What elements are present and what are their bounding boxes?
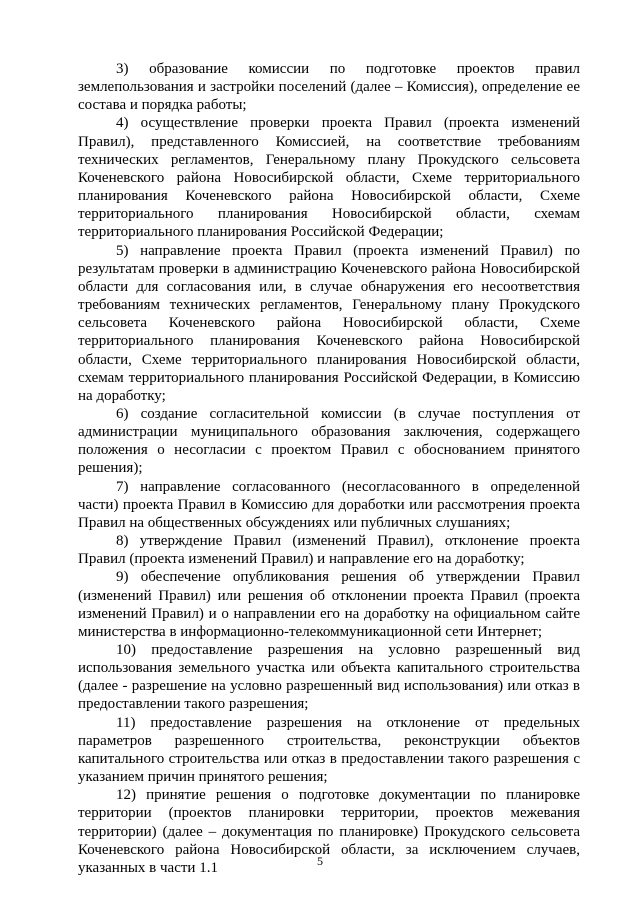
list-item: 8) утверждение Правил (изменений Правил), отклонение проекта Правил (проекта изменений Правил) и направление его на доработку; (78, 533, 580, 568)
list-item: 9) обеспечение опубликования решения об утверждении Правил (изменений Правил) или решения об отклонении проекта Правил (проекта изменений Правил) и о направлении его на доработку на официальном сайте министерства в информационно-телекоммуникационной сети Интернет; (78, 569, 580, 640)
list-item: 5) направление проекта Правил (проекта изменений Правил) по результатам проверки в администрацию Коченевского района Новосибирской области для согласования или, в случае обнаружения его несоответствия требованиям технических регламентов, Генеральному плану Прокудского сельсовета Коченевского района Новосибирской области, Схеме территориального планирования Коченевского района Новосибирской области, Схеме территориального планирования Новосибирской области, схемам территориального планирования Российской Федерации, в Комиссию на доработку; (78, 242, 580, 404)
list-item: 10) предоставление разрешения на условно разрешенный вид использования земельного участка или объекта капитального строительства (далее - разрешение на условно разрешенный вид использования) или отказ в предоставлении такого разрешения; (78, 642, 580, 713)
list-item: 11) предоставление разрешения на отклонение от предельных параметров разрешенного строительства, реконструкции объектов капитального строительства или отказ в предоставлении такого разрешения с указанием причин принятого решения; (78, 714, 580, 786)
page-number: 5 (317, 854, 323, 868)
list-item: 4) осуществление проверки проекта Правил (проекта изменений Правил), представленного Комиссией, на соответствие требованиям технических регламентов, Генеральному плану Прокудского сельсовета Коченевского района Новосибирской области, Схеме территориального планирования Коченевского района Новосибирской области, Схеме территориального планирования Новосибирской области, схемам территориального планирования Российской Федерации; (78, 115, 580, 241)
document-body (78, 60, 580, 877)
list-item: 12) принятие решения о подготовке документации по планировке территории (проектов планировки территории, проектов межевания территории) (далее – документация по планировке) Прокудского сельсовета Коченевского района Новосибирской области, за исключением случаев, указанных в части 1.1 (78, 787, 580, 876)
list-item: 7) направление согласованного (несогласованного в определенной части) проекта Правил в Комиссию для доработки или рассмотрения проекта Правил на общественных обсуждениях или публичных слушаниях; (78, 478, 580, 531)
list-item: 3) образование комиссии по подготовке проектов правил землепользования и застройки поселений (далее – Комиссия), определение ее состава и порядка работы; (78, 61, 580, 114)
list-item: 6) создание согласительной комиссии (в случае поступления от администрации муниципального образования заключения, содержащего положения о несогласии с проектом Правил с обоснованием принятого решения); (78, 405, 580, 477)
